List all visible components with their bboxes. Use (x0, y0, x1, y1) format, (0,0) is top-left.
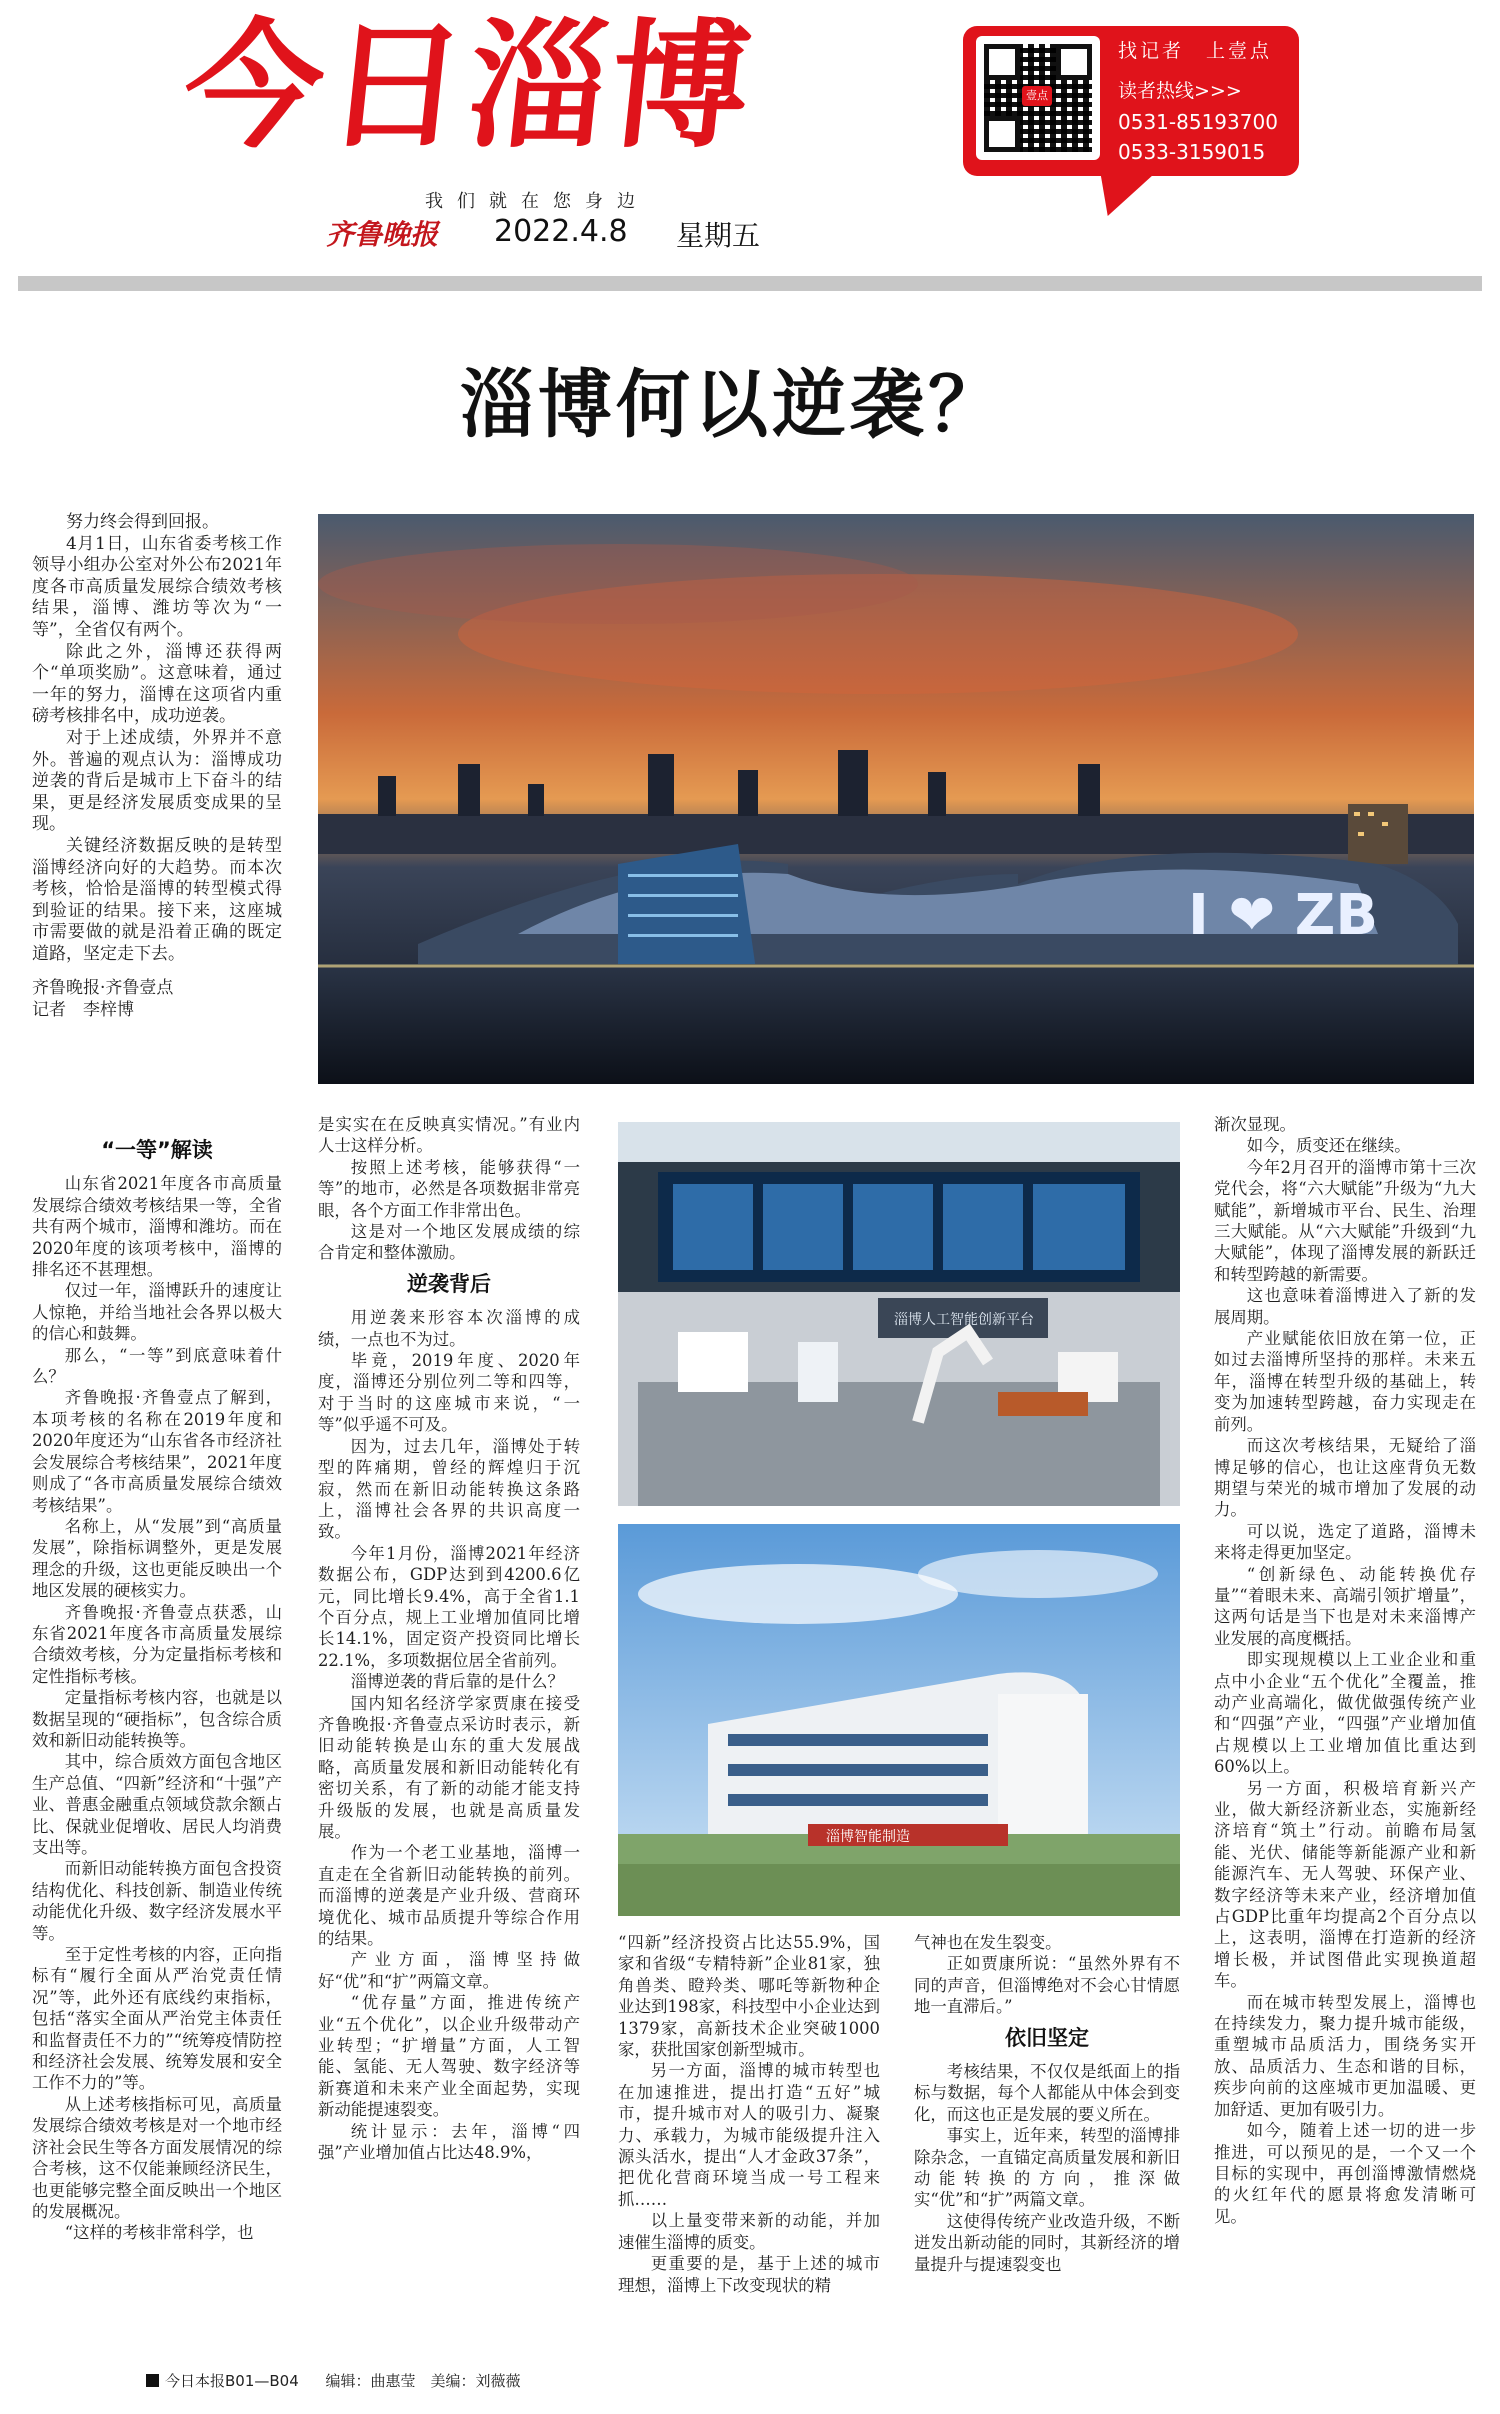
col5-paragraph: 可以说，选定了道路，淄博未来将走得更加坚定。 (1214, 1521, 1476, 1563)
col4-paragraph: 这使得传统产业改造升级，不断迸发出新动能的同时，其新经济的增量提升与提速裂变也 (914, 2211, 1180, 2274)
col3-paragraph: “四新”经济投资占比达55.9%，国家和省级“专精特新”企业81家，独角兽类、瞪羚类、哪吒等新物种企业达到198家，科技型中小企业达到1379家，高新技术企业突破1000家，获批国家创新型城市。 (618, 1933, 880, 2060)
footer-square-icon (146, 2374, 159, 2387)
city-night-photo (318, 514, 1474, 1084)
column-3 (618, 1932, 880, 2296)
column-1 (32, 1130, 282, 2244)
hotline-phone-1[interactable]: 0531-85193700 (1118, 110, 1278, 134)
col3-paragraph: 以上量变带来新的动能，并加速催生淄博的质变。 (618, 2211, 880, 2252)
col4-paragraph: 正如贾康所说：“虽然外界有不同的声音，但淄博绝对不会心甘情愿地一直滞后。” (914, 1954, 1180, 2017)
col5-paragraph: 另一方面，积极培育新兴产业，做大新经济新业态，实施新经济培育“筑土”行动。前瞻布局氢能、光伏、储能等新能源产业和新能源汽车、无人驾驶、环保产业、数字经济等未来产业，经济增加值占GDP比重年均提高2个百分点以上，这表明，淄博在打造新的经济增长极，并试图借此实现换道超车。 (1214, 1778, 1476, 1991)
issue-weekday: 星期五 (676, 219, 761, 252)
col2-paragraph: 作为一个老工业基地，淄博一直走在全省新旧动能转换的前列。而淄博的逆袭是产业升级、营商环境优化、城市品质提升等综合作用的结果。 (318, 1843, 580, 1949)
col1-paragraph: 名称上，从“发展”到“高质量发展”，除指标调整外，更是发展理念的升级，这也更能反映出一个地区发展的硬核实力。 (32, 1516, 282, 1601)
col5-paragraph: 如今，质变还在继续。 (1246, 1136, 1411, 1156)
footer-editor: 编辑：曲惠莹 美编：刘薇薇 (325, 2372, 521, 2390)
subhead-yijiu: 依旧坚定 (1005, 2025, 1089, 2050)
col1-paragraph: 齐鲁晚报·齐鲁壹点了解到，本项考核的名称在2019年度和2020年度还为“山东省各市经济社会发展综合考核结果”，2021年度则成了“各市高质量发展综合绩效考核结果”。 (32, 1388, 282, 1515)
col1-paragraph: 从上述考核指标可见，高质量发展综合绩效考核是对一个地市经济社会民生等各方面发展情况的综合考核，这不仅能兼顾经济民生，也更能够完整全面反映出一个地区的发展概况。 (32, 2094, 282, 2221)
col2-paragraph: 国内知名经济学家贾康在接受齐鲁晚报·齐鲁壹点采访时表示，新旧动能转换是山东的重大发展战略，高质量发展和新旧动能转化有密切关系，有了新的动能才能支持升级版的发展，也就是高质量发展。 (318, 1693, 580, 1841)
byline-reporter: 记者 李梓博 (32, 1000, 134, 1021)
col3-paragraph: 另一方面，淄博的城市转型也在加速推进，提出打造“五好”城市，提升城市对人的吸引力、凝聚力、承载力，为城市能级提升注入源头活水，提出“人才金政37条”，把优化营商环境当成一号工程来抓…… (618, 2061, 880, 2209)
col1-paragraph: 而新旧动能转换方面包含投资结构优化、科技创新、制造业传统动能优化升级、数字经济发展水平等。 (32, 1859, 282, 1943)
col1-paragraph: 定量指标考核内容，也就是以数据呈现的“硬指标”，包含综合质效和新旧动能转换等。 (32, 1688, 282, 1750)
lab-screen-text: 淄博人工智能创新平台 (894, 1312, 1034, 1328)
byline-outlet: 齐鲁晚报·齐鲁壹点 (32, 978, 174, 999)
col1-paragraph: 至于定性考核的内容，正向指标有“履行全面从严治党责任情况”等，此外还有底线约束指标，包括“落实全面从严治党主体责任和监督责任不力的”“统筹疫情防控和经济社会发展、统筹发展和安全工作不力的”等。 (32, 1945, 282, 2093)
lead-paragraph: 4月1日，山东省委考核工作领导小组办公室对外公布2021年度各市高质量发展综合绩效考核结果，淄博、潍坊等次为“一等”，全省仅有两个。 (32, 533, 282, 640)
lead-paragraph: 除此之外，淄博还获得两个“单项奖励”。这意味着，通过一年的努力，淄博在这项省内重磅考核排名中，成功逆袭。 (32, 641, 282, 727)
col5-paragraph: 如今，随着上述一切的进一步推进，可以预见的是，一个又一个目标的实现中，再创淄博激情燃烧的火红年代的愿景将愈发清晰可见。 (1214, 2121, 1476, 2226)
column-4 (914, 1932, 1180, 2275)
headline: 淄博何以逆袭？ (460, 362, 1006, 448)
col5-paragraph: 而这次考核结果，无疑给了淄博足够的信心，也让这座背负无数期望与荣光的城市增加了发展的动力。 (1214, 1436, 1476, 1520)
col5-paragraph: 产业赋能依旧放在第一位，正如过去淄博所坚持的那样。未来五年，淄博在转型升级的基础上，转变为加速转型跨越，奋力实现走在前列。 (1214, 1329, 1476, 1434)
col1-paragraph: 其中，综合质效方面包含地区生产总值、“四新”经济和“十强”产业、普惠金融重点领域贷款余额占比、保就业促增收、居民人均消费支出等。 (32, 1752, 282, 1857)
led-sign-text: I ❤ ZB (1188, 883, 1379, 948)
col2-paragraph: 毕竟，2019年度、2020年度，淄博还分别位列二等和四等，对于当时的这座城市来说，“一等”似乎遥不可及。 (318, 1351, 580, 1435)
column-5 (1214, 1114, 1476, 2227)
col1-paragraph: 齐鲁晚报·齐鲁壹点获悉，山东省2021年度各市高质量发展综合绩效考核，分为定量指标考核和定性指标考核。 (32, 1602, 282, 1686)
col1-paragraph: 仅过一年，淄博跃升的速度让人惊艳，并给当地社会各界以极大的信心和鼓舞。 (32, 1281, 282, 1344)
col4-paragraph: 考核结果，不仅仅是纸面上的指标与数据，每个人都能从中体会到变化，而这也正是发展的要义所在。 (914, 2062, 1180, 2124)
col2-paragraph: 今年1月份，淄博2021年经济数据公布，GDP达到到4200.6亿元，同比增长9.4%，高于全省1.1个百分点，规上工业增加值同比增长14.1%，固定资产投资同比增长22.1%，多项数据位居全省前列。 (318, 1543, 580, 1670)
lead-paragraph: 努力终会得到回报。 (66, 512, 219, 532)
col5-paragraph: 这也意味着淄博进入了新的发展周期。 (1214, 1286, 1476, 1327)
col2-paragraph: 用逆袭来形容本次淄博的成绩，一点也不为过。 (318, 1308, 580, 1349)
col2-paragraph: 是实实在在反映真实情况。”有业内人士这样分析。 (318, 1115, 580, 1156)
subhead-yideng: “一等”解读 (101, 1138, 213, 1162)
footer-pages: 今日本报B01—B04 (165, 2372, 299, 2390)
col1-paragraph: 山东省2021年度各市高质量发展综合绩效考核结果一等，全省共有两个城市，淄博和潍坊。而在2020年度的该项考核中，淄博的排名还不甚理想。 (32, 1174, 282, 1280)
subhead-nixi: 逆袭背后 (407, 1271, 491, 1296)
hotline-label: 读者热线>>> (1118, 80, 1242, 102)
col2-paragraph: “优存量”方面，推进传统产业“五个优化”，以企业升级带动产业转型；“扩增量”方面，人工智能、氢能、无人驾驶、数字经济等新赛道和未来产业全面起势，实现新动能提速裂变。 (318, 1993, 580, 2120)
qr-badge: 壹点 (1022, 86, 1052, 106)
col2-paragraph: 按照上述考核，能够获得“一等”的地市，必然是各项数据非常亮眼，各个方面工作非常出色。 (318, 1157, 580, 1220)
lead-column (32, 512, 282, 1021)
page-footer (146, 2370, 521, 2391)
masthead-title: 今日淄博 (176, 6, 762, 167)
col3-paragraph: 更重要的是，基于上述的城市理想，淄博上下改变现状的精 (618, 2254, 880, 2295)
hotline-phone-2[interactable]: 0533-3159015 (1118, 140, 1266, 164)
callout-top-text: 找记者 上壹点 (1118, 40, 1273, 62)
col5-paragraph: “创新绿色、动能转换优存量”“着眼未来、高端引领扩增量”，这两句话是当下也是对未来淄博产业发展的高度概括。 (1214, 1564, 1476, 1648)
building-photo (618, 1524, 1180, 1916)
lab-photo (618, 1122, 1180, 1506)
col2-paragraph: 淄博逆袭的背后靠的是什么？ (350, 1672, 564, 1692)
col5-paragraph: 即实现规模以上工业企业和重点中小企业“五个优化”全覆盖，推动产业高端化，做优做强传统产业和“四强”产业，“四强”产业增加值占规模以上工业增加值比重达到60%以上。 (1214, 1650, 1476, 1777)
column-2 (318, 1114, 580, 2164)
building-sign-text: 淄博智能制造 (826, 1829, 910, 1845)
col2-paragraph: 这是对一个地区发展成绩的综合肯定和整体激励。 (318, 1222, 580, 1263)
lead-paragraph: 对于上述成绩，外界并不意外。普遍的观点认为：淄博成功逆袭的背后是城市上下奋斗的结果，更是经济发展质变成果的呈现。 (32, 727, 282, 835)
col2-paragraph: 产业方面，淄博坚持做好“优”和“扩”两篇文章。 (318, 1950, 580, 1991)
col2-paragraph: 因为，过去几年，淄博处于转型的阵痛期，曾经的辉煌归于沉寂，然而在新旧动能转换这条路上，淄博社会各界的共识高度一致。 (318, 1436, 580, 1542)
col5-paragraph: 渐次显现。 (1214, 1115, 1296, 1134)
lead-paragraph: 关键经济数据反映的是转型淄博经济向好的大趋势。而本次考核，恰恰是淄博的转型模式得到验证的结果。接下来，这座城市需要做的就是沿着正确的既定道路，坚定走下去。 (32, 835, 282, 964)
callout-tail (1080, 172, 1157, 216)
newspaper-logo: 齐鲁晚报 (326, 218, 439, 251)
col2-paragraph: 统计显示：去年，淄博“四强”产业增加值占比达48.9%， (318, 2121, 580, 2163)
issue-date: 2022.4.8 (494, 214, 628, 249)
col4-paragraph: 气神也在发生裂变。 (914, 1933, 1062, 1952)
masthead-slogan: 我们就在您身边 (425, 191, 649, 212)
col5-paragraph: 今年2月召开的淄博市第十三次党代会，将“六大赋能”升级为“九大赋能”，新增城市平台、民生、治理三大赋能。从“六大赋能”升级到“九大赋能”，体现了淄博发展的新跃迁和转型跨越的新需要。 (1214, 1157, 1476, 1284)
masthead-divider (18, 276, 1482, 291)
col1-paragraph: 那么，“一等”到底意味着什么？ (32, 1345, 282, 1387)
col1-paragraph: “这样的考核非常科学，也 (64, 2223, 254, 2243)
qr-code-icon[interactable] (976, 36, 1100, 160)
col4-paragraph: 事实上，近年来，转型的淄博排除杂念，一直锚定高质量发展和新旧动能转换的方向，推深做实“优”和“扩”两篇文章。 (914, 2126, 1180, 2210)
col5-paragraph: 而在城市转型发展上，淄博也在持续发力，聚力提升城市能级，重塑城市品质活力，围绕务实开放、品质活力、生态和谐的目标，疾步向前的这座城市更加温暖、更加舒适、更加有吸引力。 (1214, 1992, 1476, 2119)
